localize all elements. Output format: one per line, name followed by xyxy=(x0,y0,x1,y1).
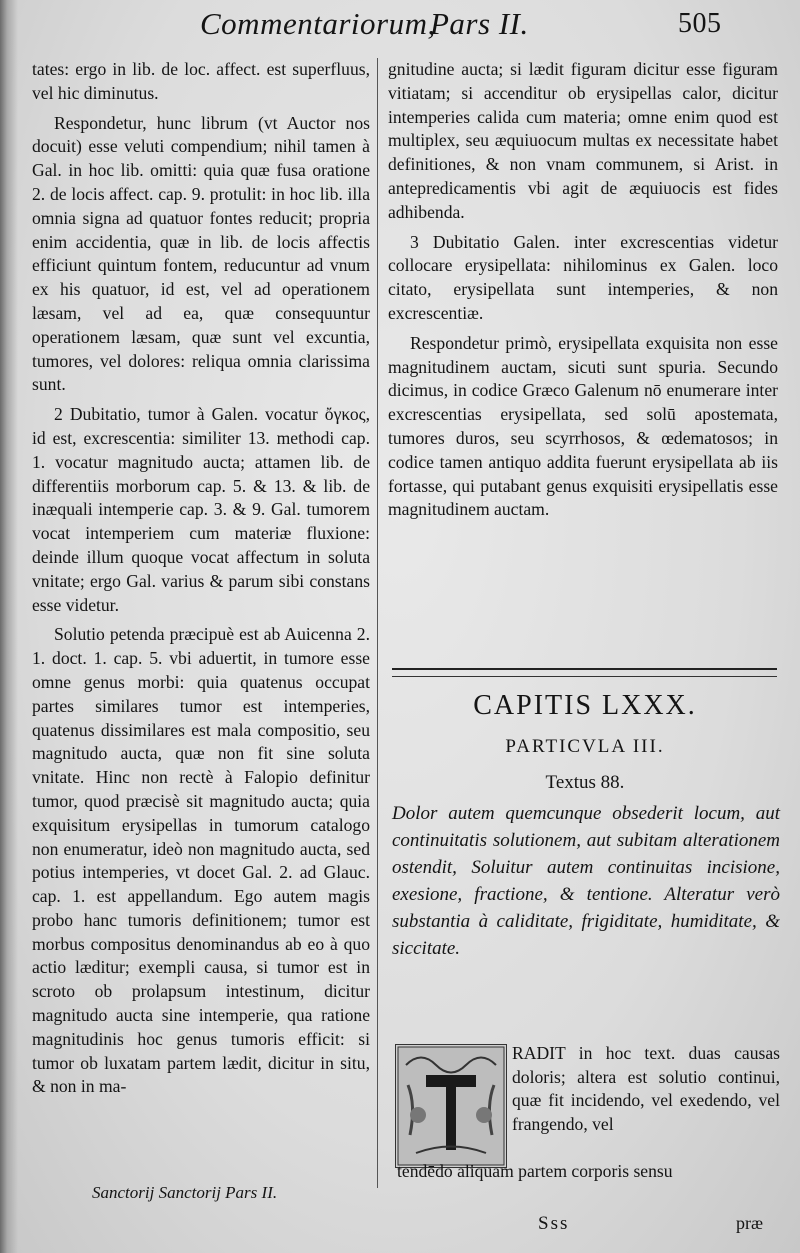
left-paragraph-1: tates: ergo in lib. de loc. affect. est superfluus, vel hic diminutus. xyxy=(32,59,370,103)
commentary-last-line: tendēdo aliquam partem corporis sensu xyxy=(397,1161,673,1181)
page-number: 505 xyxy=(678,8,722,39)
signature-mark: Sss xyxy=(538,1213,570,1234)
gutter-shadow xyxy=(0,0,18,1253)
section-rule xyxy=(392,668,777,677)
right-paragraph-1: gnitudine aucta; si lædit figuram dicitur esse figuram vitiatam; si accenditur ob erysipellas calor, dicitur intemperies calida cum materia; omne enim quod est multiplex, seu æquiuocum multas ex necessitate habet definitiones, & non vnam communem, si Arist. in antepredicamentis vbi agit de æquiuocis est fides adhibenda. xyxy=(388,59,778,222)
decorated-initial-t xyxy=(395,1044,507,1168)
column-divider xyxy=(377,58,378,1188)
left-paragraph-4: Solutio petenda præcipuè est ab Auicenna 2. 1. doct. 1. cap. 5. vbi aduertit, in tumore esse omne genus morbi: quia quatenus occupat partes similares tumor est intemperies, quatenus dissimilares est mala compositio, seu magnitudo aucta, quæ non fit sine soluta vnitate. Hinc non rectè à Falopio definitur tumor, quod præcisè sit magnitudo aucta; quia exquisitum erysipellas in tumorum catalogo non enumeratur, ideò non magnitudo aucta, sed potius intemperies, vt docet Gal. 2. ad Glauc. cap. 1. est appellandum. Ego autem magis probo hanc tumoris definitionem; tumor est morbus compositus denominandus ab eo à quo actio læditur; exempli causa, si tumor est in scroto ob prolapsum intestinum, dicitur magnitudo aucta sine intemperie, qua ratione magnitudinis hoc genus tumoris efficit: si tumor ob luxatam partem lædit, dicitur in situ, & non in ma- xyxy=(32,624,370,1097)
chapter-heading: CAPITIS LXXX. xyxy=(473,690,697,721)
particula-heading: PARTICVLA III. xyxy=(505,736,665,757)
right-column xyxy=(388,58,778,522)
running-head xyxy=(190,6,790,46)
commentary-text: RADIT in hoc text. duas causas doloris; altera est solutio continui, quæ fit incidendo, vel exedendo, vel frangendo, vel xyxy=(512,1043,780,1134)
right-paragraph-2: 3 Dubitatio Galen. inter excrescentias videtur collocare erysipellata: nihilominus ex Galen. loco citato, erysipellata sunt intemperies, & non excrescentiæ. xyxy=(388,231,778,323)
textus-heading: Textus 88. xyxy=(545,772,625,793)
running-title: Commentariorum, xyxy=(200,6,436,41)
left-column xyxy=(32,58,370,1099)
running-foot: Sanctorij Sanctorij Pars II. xyxy=(92,1183,278,1202)
right-paragraph-3: Respondetur primò, erysipellata exquisita non esse magnitudinem auctam, sicuti sunt spuria. Secundo dicimus, in codice Græco Galenum nō enumerare inter excrescentias erysipellata, sed solū apostemata, tumores duros, seu scyrrhosos, & œdematosos; in codice tamen antiquo addita fuerunt erysipellata ab iis fortasse, qui putabant genus exquisiti erysipellatis esse magnitudinem auctam. xyxy=(388,332,778,520)
catchword: præ xyxy=(736,1213,763,1233)
ornament-icon xyxy=(396,1045,506,1167)
running-part: Pars II. xyxy=(430,6,529,41)
left-paragraph-3: 2 Dubitatio, tumor à Galen. vocatur ὄγκος, id est, excrescentia: similiter 13. methodi cap. 1. vocatur magnitudo aucta; attamen lib. de differentiis morborum cap. 5. & 13. & lib. de inæquali intemperie cap. 3. & 9. Gal. tumorem vocat intemperiem cum materiæ fluxione: deinde illum quoque vocat affectum in soluta vnitate; ergo Gal. varius & parum sibi constans esse videtur. xyxy=(32,404,370,615)
lemma-text: Dolor autem quemcunque obsederit locum, aut continuitatis solutionem, aut subitam alterationem ostendit, Soluitur autem continuitas incisione, exesione, fractione, & tentione. Alteratur verò substantia à caliditate, frigiditate, humiditate, & siccitate. xyxy=(392,803,780,959)
left-paragraph-2: Respondetur, hunc librum (vt Auctor nos docuit) esse veluti compendium; nihil tamen à Gal. in hoc lib. omitti: quia quæ fusa oratione 2. de locis affect. cap. 9. protulit: in hoc lib. illa omnia signa ad quatuor fontes reducit; propria enim accidentia, quæ in lib. de locis affectis efficiunt quintum fontem, reducuntur ad vnum ex his quatuor, id est, vel ad operationem læsam, vel ad ea, quæ consequuntur operationem læsam, quæ sunt vel excuntia, tumores, vel dolores: reliqua omnia clarissima sunt. xyxy=(32,112,370,395)
